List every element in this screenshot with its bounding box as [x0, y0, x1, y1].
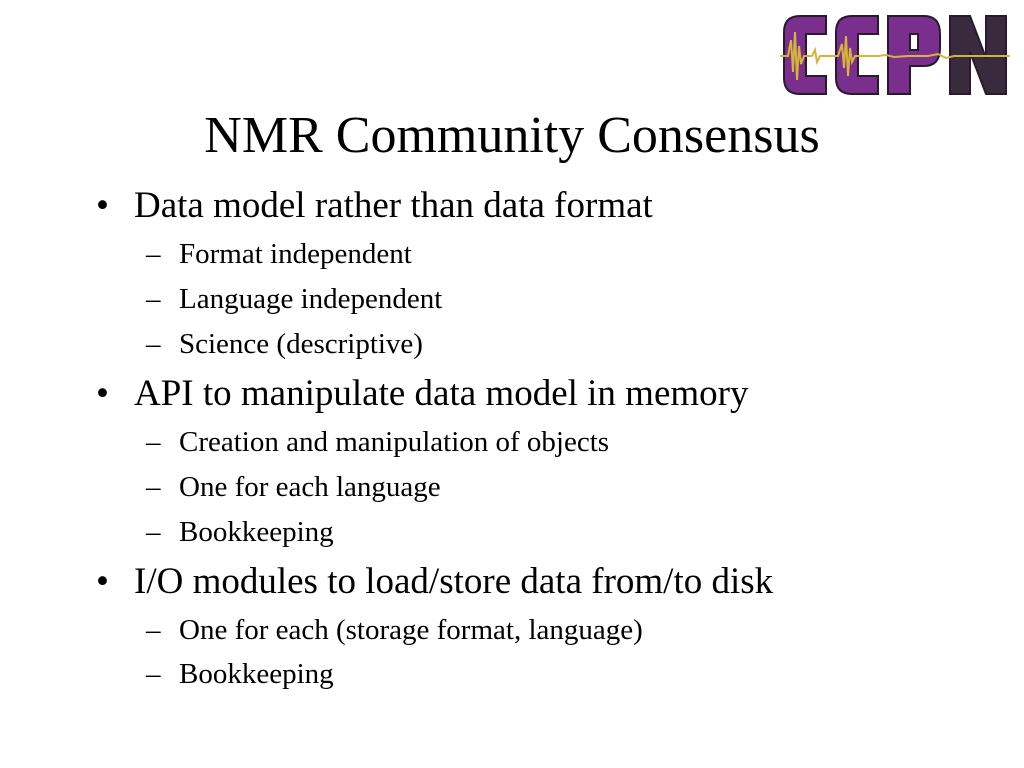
slide-title: NMR Community Consensus [204, 107, 820, 164]
bullet-item [96, 184, 653, 228]
sub-bullet-item [146, 281, 442, 317]
sub-bullet-mark: – [146, 283, 161, 315]
sub-bullet-mark: – [146, 658, 161, 690]
bullet-mark: • [96, 185, 109, 226]
sub-bullet-text: Bookkeeping [179, 658, 334, 690]
bullet-item [96, 372, 748, 416]
sub-bullet-mark: – [146, 471, 161, 503]
sub-bullet-item [146, 424, 609, 460]
sub-bullet-mark: – [146, 238, 161, 270]
sub-bullet-item [146, 236, 412, 272]
sub-bullet-item [146, 656, 334, 692]
sub-bullet-mark: – [146, 328, 161, 360]
sub-bullet-mark: – [146, 516, 161, 548]
sub-bullet-item [146, 326, 423, 362]
sub-bullet-item [146, 469, 441, 505]
sub-bullet-text: Creation and manipulation of objects [179, 426, 610, 458]
sub-bullet-mark: – [146, 614, 161, 646]
sub-bullet-item [146, 612, 643, 648]
bullet-text: I/O modules to load/store data from/to disk [134, 561, 774, 602]
sub-bullet-mark: – [146, 426, 161, 458]
bullet-item [96, 560, 773, 604]
bullet-mark: • [96, 561, 109, 602]
sub-bullet-item [146, 514, 334, 550]
bullet-text: API to manipulate data model in memory [134, 373, 749, 414]
sub-bullet-text: One for each (storage format, language) [179, 614, 643, 646]
sub-bullet-text: Format independent [179, 238, 412, 270]
bullet-text: Data model rather than data format [134, 185, 653, 226]
bullet-mark: • [96, 373, 109, 414]
sub-bullet-text: One for each language [179, 471, 441, 503]
sub-bullet-text: Language independent [179, 283, 443, 315]
sub-bullet-text: Bookkeeping [179, 516, 334, 548]
sub-bullet-text: Science (descriptive) [179, 328, 423, 360]
